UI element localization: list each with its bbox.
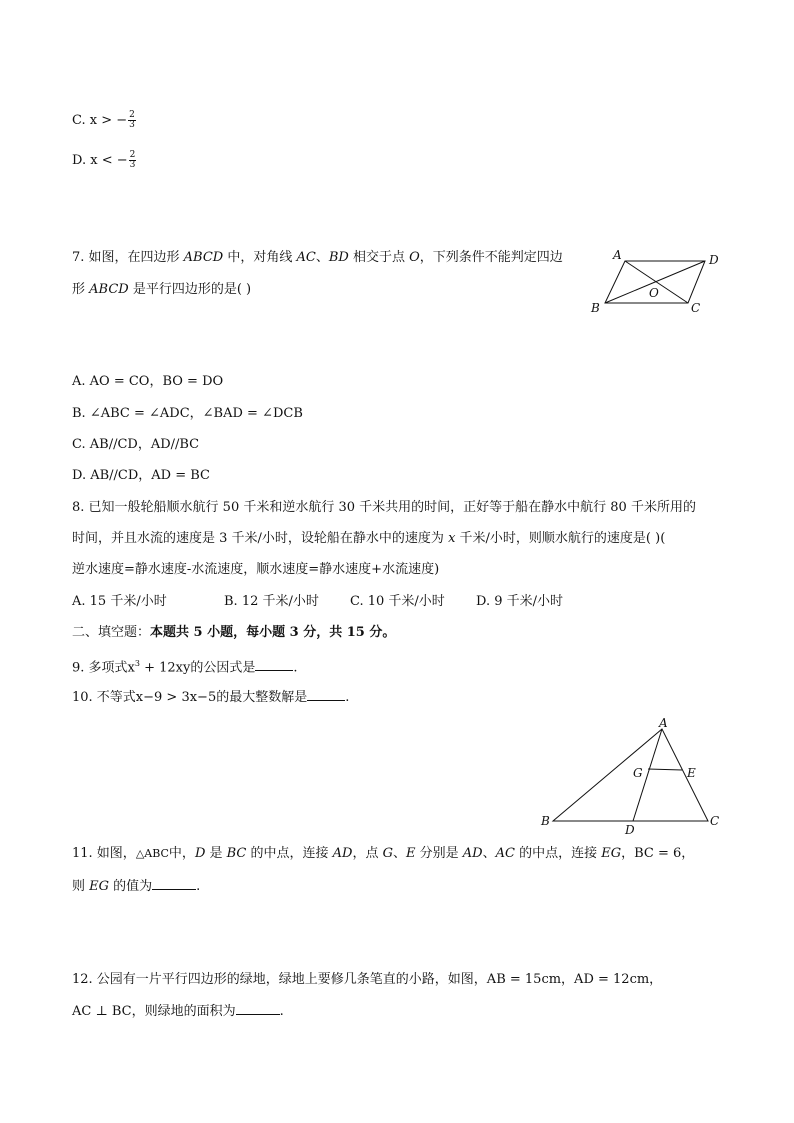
t: AC	[495, 846, 515, 861]
q11-triangle-figure	[538, 713, 728, 838]
q7-parallelogram-figure	[585, 245, 725, 320]
q8-stem-line3: 逆水速度=静水速度-水流速度，顺水速度=静水速度+水流速度)	[72, 562, 440, 577]
label-d: D	[709, 253, 719, 267]
t: 9. 多项式x	[72, 660, 135, 676]
q6-option-c	[72, 111, 136, 130]
t: 相交于点	[348, 250, 410, 265]
fraction	[128, 111, 136, 130]
q8-stem-line2	[72, 530, 665, 548]
t: 则	[72, 879, 90, 894]
t: ABCD	[89, 282, 129, 297]
t: 中，对角线	[223, 250, 297, 265]
label-b: B	[591, 301, 600, 315]
t: G	[382, 846, 393, 861]
q6-option-d-text: D. x < −	[72, 153, 128, 168]
q11-stem-line1	[72, 845, 694, 863]
q11-stem-line2	[72, 877, 200, 896]
t: ，BC = 6，	[621, 846, 695, 861]
t: 中，	[168, 846, 195, 861]
t: + 12xy的公因式是	[139, 660, 256, 676]
q6-option-d	[72, 151, 136, 170]
t: 、	[393, 846, 407, 861]
fraction	[129, 151, 137, 170]
label-b: B	[541, 814, 550, 828]
q10-stem	[72, 688, 349, 707]
label-c: C	[691, 301, 701, 315]
q8-option-c: C. 10 千米/小时	[350, 594, 445, 609]
q8-option-a: A. 15 千米/小时	[72, 594, 167, 609]
frac-num: 2	[129, 150, 136, 160]
t: .	[345, 690, 350, 705]
t: AC ⊥ BC，则绿地的面积为	[72, 1004, 236, 1019]
section-2-heading	[72, 624, 395, 642]
frac-num: 2	[129, 110, 135, 120]
q8-option-d: D. 9 千米/小时	[476, 594, 564, 609]
t: 是平行四边形的是( )	[128, 282, 252, 297]
answer-blank[interactable]	[152, 877, 196, 890]
t: 是	[205, 846, 227, 861]
t: x	[448, 531, 456, 546]
q12-stem-line1: 12. 公园有一片平行四边形的绿地，绿地上要修几条笔直的小路，如图，AB = 15cm，AD = 12cm，	[72, 972, 663, 987]
t: 11. 如图，	[72, 846, 136, 861]
frac-den: 3	[129, 160, 136, 170]
triangle-abc	[553, 729, 708, 821]
q12-stem-line2	[72, 1002, 284, 1021]
q7-stem-line1	[72, 249, 563, 267]
t: AD	[462, 846, 483, 861]
t: .	[279, 1004, 284, 1019]
q8-options	[72, 593, 563, 611]
label-g: G	[633, 766, 643, 780]
t: .	[196, 879, 201, 894]
t: 3	[134, 659, 140, 668]
q7-option-b: B. ∠ABC = ∠ADC，∠BAD = ∠DCB	[72, 406, 303, 421]
t: 、	[315, 250, 329, 265]
answer-blank[interactable]	[307, 688, 345, 701]
t: EG	[89, 879, 110, 894]
t: 10. 不等式x−9 > 3x−5的最大整数解是	[72, 690, 308, 705]
t: .	[293, 660, 298, 676]
t: E	[406, 846, 416, 861]
t: 形	[72, 282, 90, 297]
t: D	[194, 846, 206, 861]
q8-option-b: B. 12 千米/小时	[224, 594, 319, 609]
t: ，点	[352, 846, 383, 861]
t: BD	[328, 250, 349, 265]
t: 本题共 5 小题，每小题 3 分，共 15 分。	[150, 625, 396, 640]
t: △ABC	[135, 847, 169, 860]
label-c: C	[710, 814, 720, 828]
t: 千米/小时，则顺水航行的速度是( )(	[455, 531, 666, 546]
t: 分别是	[415, 846, 463, 861]
t: BC	[226, 846, 247, 861]
t: 的值为	[109, 879, 153, 894]
t: O	[409, 250, 420, 265]
q6-option-c-text: C. x > −	[72, 113, 128, 128]
q7-option-a: A. AO = CO，BO = DO	[72, 374, 224, 389]
q9-stem	[72, 655, 298, 677]
label-a: A	[659, 716, 668, 730]
segment-eg	[648, 769, 682, 770]
label-o: O	[649, 286, 659, 300]
t: 时间，并且水流的速度是 3 千米/小时，设轮船在静水中的速度为	[72, 531, 449, 546]
label-a: A	[613, 248, 622, 262]
q7-option-d: D. AB//CD，AD = BC	[72, 468, 211, 483]
t: ABCD	[183, 250, 224, 265]
q7-option-c: C. AB//CD，AD//BC	[72, 437, 200, 452]
t: 、	[482, 846, 496, 861]
t: 二、填空题：	[72, 625, 151, 640]
t: 的中点，连接	[246, 846, 333, 861]
t: AD	[332, 846, 353, 861]
t: EG	[601, 846, 622, 861]
label-d: D	[625, 823, 635, 837]
q7-stem-line2	[72, 281, 251, 299]
t: 7. 如图，在四边形	[72, 250, 184, 265]
t: AC	[296, 250, 316, 265]
label-e: E	[687, 766, 696, 780]
q8-stem-line1: 8. 已知一般轮船顺水航行 50 千米和逆水航行 30 千米共用的时间，正好等于船在静水中航行 80 千米所用的	[72, 500, 696, 515]
t: ，下列条件不能判定四边	[419, 250, 563, 265]
frac-den: 3	[129, 120, 135, 130]
answer-blank[interactable]	[255, 658, 293, 671]
answer-blank[interactable]	[236, 1002, 280, 1015]
t: 的中点，连接	[514, 846, 602, 861]
